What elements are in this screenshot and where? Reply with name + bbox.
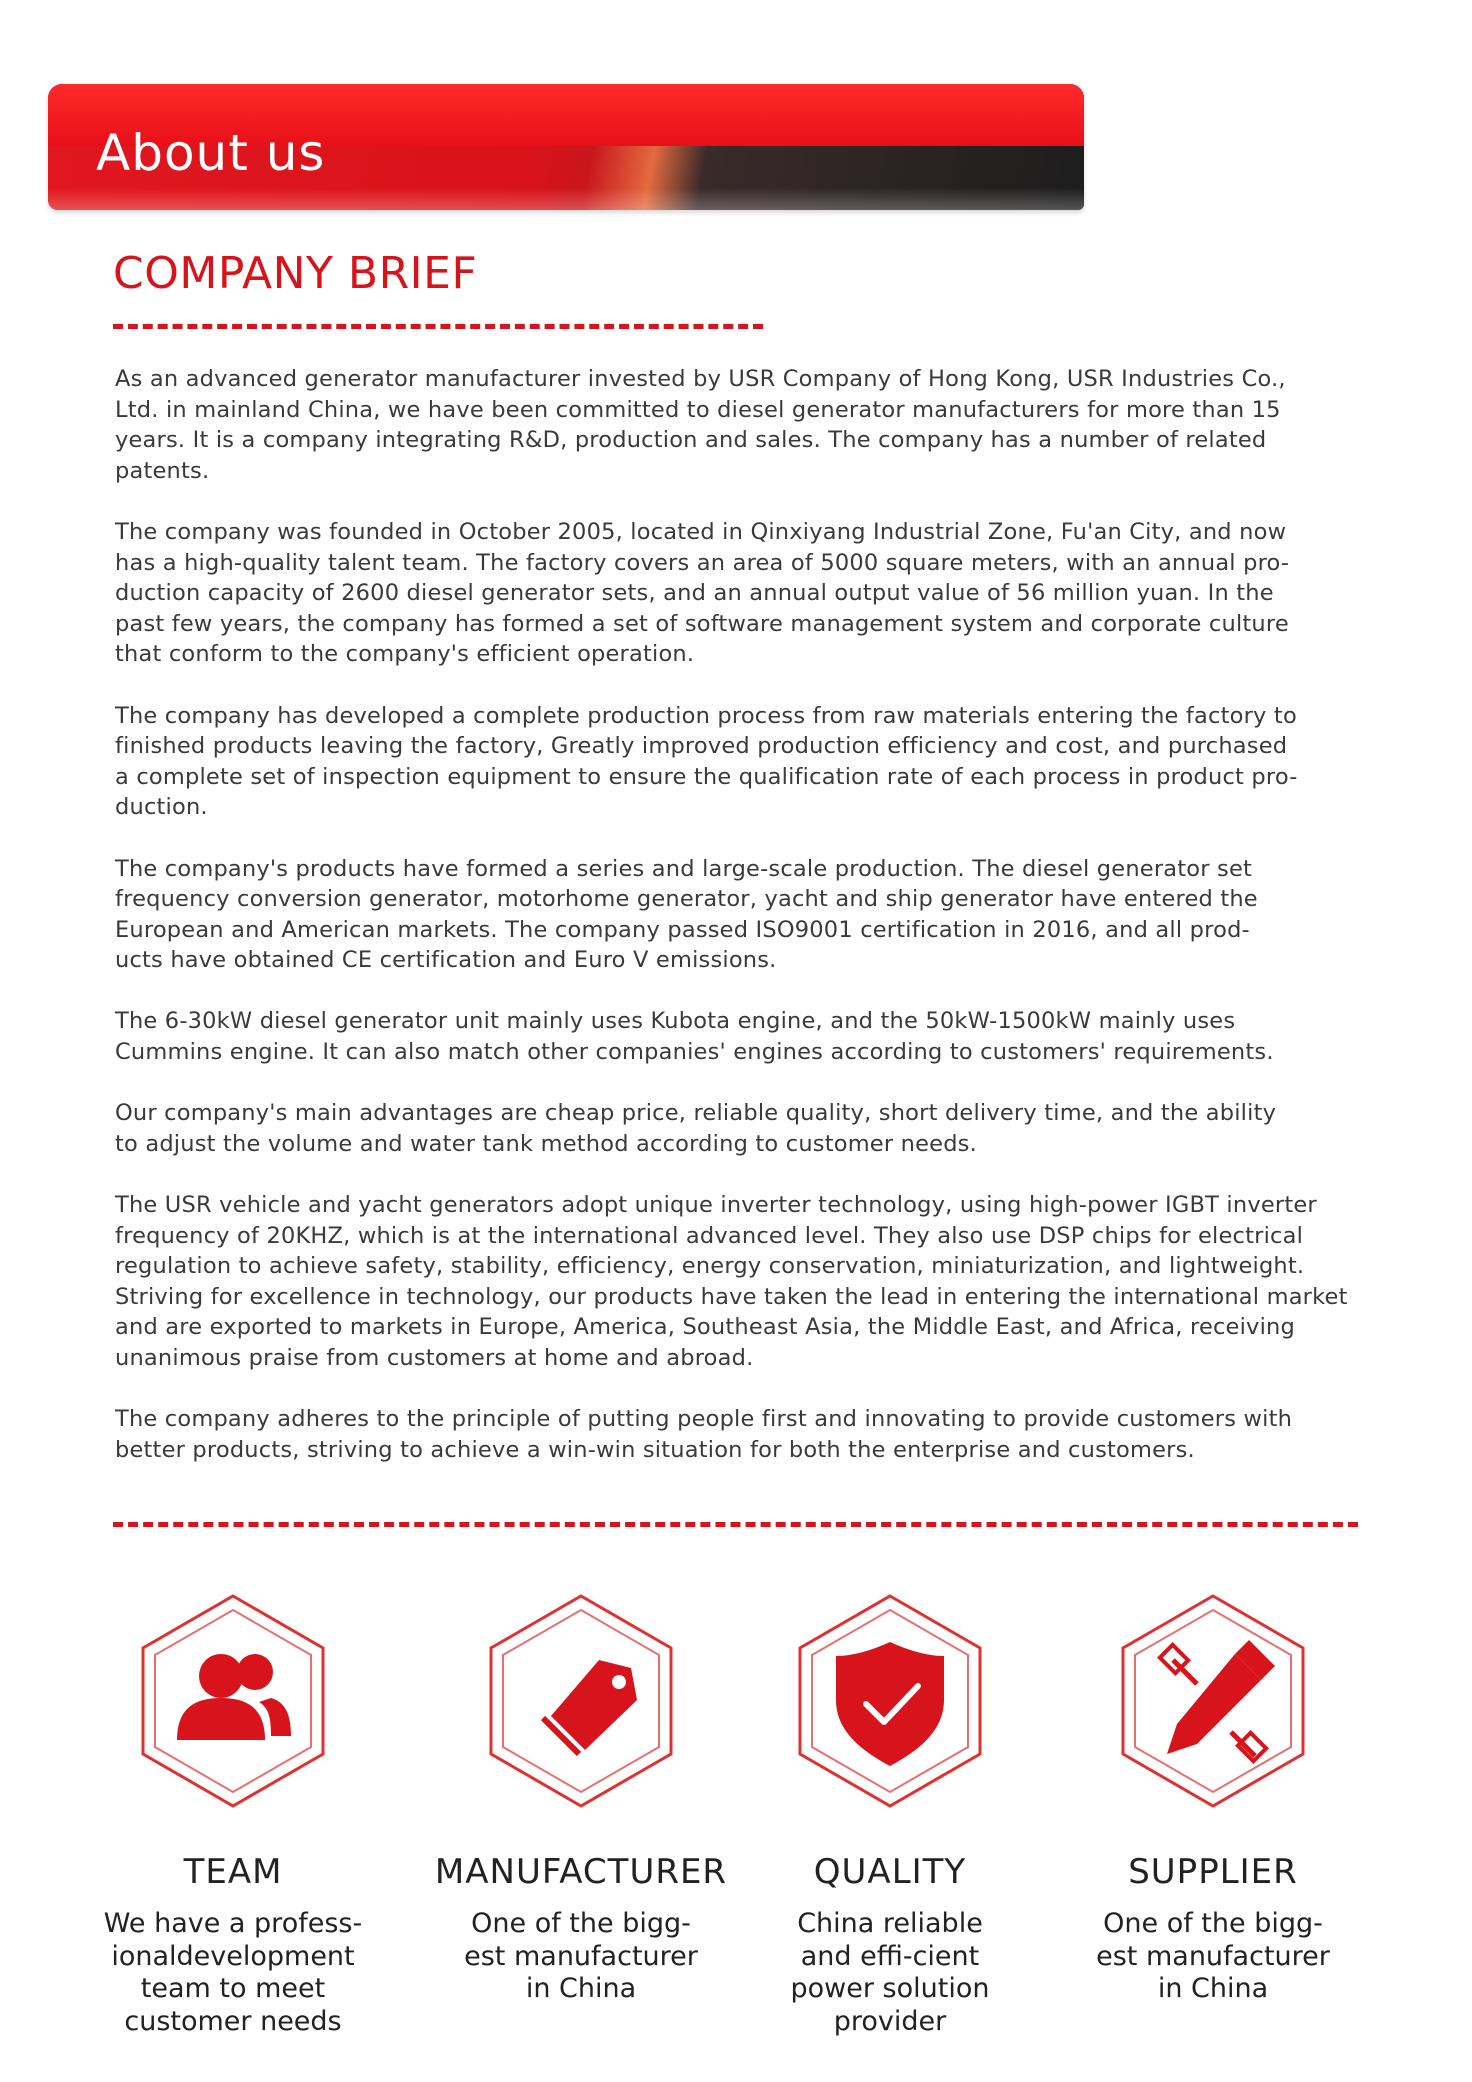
feature-label-quality: QUALITY <box>813 1852 967 1892</box>
paragraph-intro: As an advanced generator manufacturer invested by USR Company of Hong Kong, USR Industries Co., Ltd. in mainland China, we have been committed to diesel generator manufacturers for more than 15 years. It is a company integrating R&D, production and sales. The company has a number of related patents. <box>115 366 1286 484</box>
pencil-icon <box>1113 1590 1313 1812</box>
feature-team <box>68 1590 398 2038</box>
section-divider <box>113 324 763 329</box>
feature-label-team: TEAM <box>183 1852 283 1892</box>
paragraph-production: The company has developed a complete production process from raw materials entering the factory to finished products leaving the factory, Greatly improved production efficiency and cost, and purchased a complete set of inspection equipment to ensure the qualification rate of each process in product pro- duction. <box>115 702 1298 821</box>
paragraph-products: The company's products have formed a series and large-scale production. The diesel generator set frequency conversion generator, motorhome generator, yacht and ship generator have entered the European and American markets. The company passed ISO9001 certification in 2016, and all prod- ucts have obtained CE certification and Euro V emissions. <box>115 855 1258 974</box>
feature-supplier <box>1048 1590 1378 2006</box>
feature-desc-team: We have a profess- ionaldevelopment team to meet customer needs <box>103 1908 363 2037</box>
page-title: About us <box>96 124 326 182</box>
paragraph-principle: The company adheres to the principle of putting people first and innovating to provide customers with better products, striving to achieve a win-win situation for both the enterprise and customers. <box>115 1406 1293 1463</box>
tag-icon <box>481 1590 681 1812</box>
paragraph-technology: The USR vehicle and yacht generators adopt unique inverter technology, using high-power IGBT inverter frequency of 20KHZ, which is at the international advanced level. They also use DSP chips for electrical regulation to achieve safety, stability, efficiency, energy conservation, miniaturization, and lightweight. Striving for excellence in technology, our products have taken the lead in entering the international market and are exported to markets in Europe, America, Southeast Asia, the Middle East, and Africa, receiving unanimous praise from customers at home and abroad. <box>115 1192 1348 1371</box>
feature-manufacturer <box>416 1590 746 2006</box>
company-brief-text <box>115 364 1390 1496</box>
section-title: COMPANY BRIEF <box>113 248 478 299</box>
paragraph-engines: The 6-30kW diesel generator unit mainly uses Kubota engine, and the 50kW-1500kW mainly uses Cummins engine. It can also match other companies' engines according to customers' requirements. <box>115 1008 1274 1066</box>
feature-label-supplier: SUPPLIER <box>1128 1852 1298 1892</box>
banner-fade <box>48 188 1084 210</box>
feature-desc-supplier: One of the bigg- est manufacturer in China <box>1096 1908 1330 2004</box>
team-icon <box>133 1590 333 1812</box>
feature-label-manufacturer: MANUFACTURER <box>434 1852 728 1892</box>
feature-quality <box>725 1590 1055 2038</box>
paragraph-founding: The company was founded in October 2005, located in Qinxiyang Industrial Zone, Fu'an City, and now has a high-quality talent team. The factory covers an area of 5000 square meters, with an annual pro- duction capacity of 2600 diesel generator sets, and an annual output value of 56 million yuan. In the past few years, the company has formed a set of software management system and corporate culture that conform to the company's efficient operation. <box>115 518 1290 668</box>
feature-desc-quality: China reliable and effi-cient power solution provider <box>790 1908 990 2037</box>
feature-desc-manufacturer: One of the bigg- est manufacturer in China <box>464 1908 698 2004</box>
shield-check-icon <box>790 1590 990 1812</box>
paragraph-advantages: Our company's main advantages are cheap price, reliable quality, short delivery time, and the ability to adjust the volume and water tank method according to customer needs. <box>115 1100 1277 1157</box>
features-divider <box>113 1522 1358 1527</box>
